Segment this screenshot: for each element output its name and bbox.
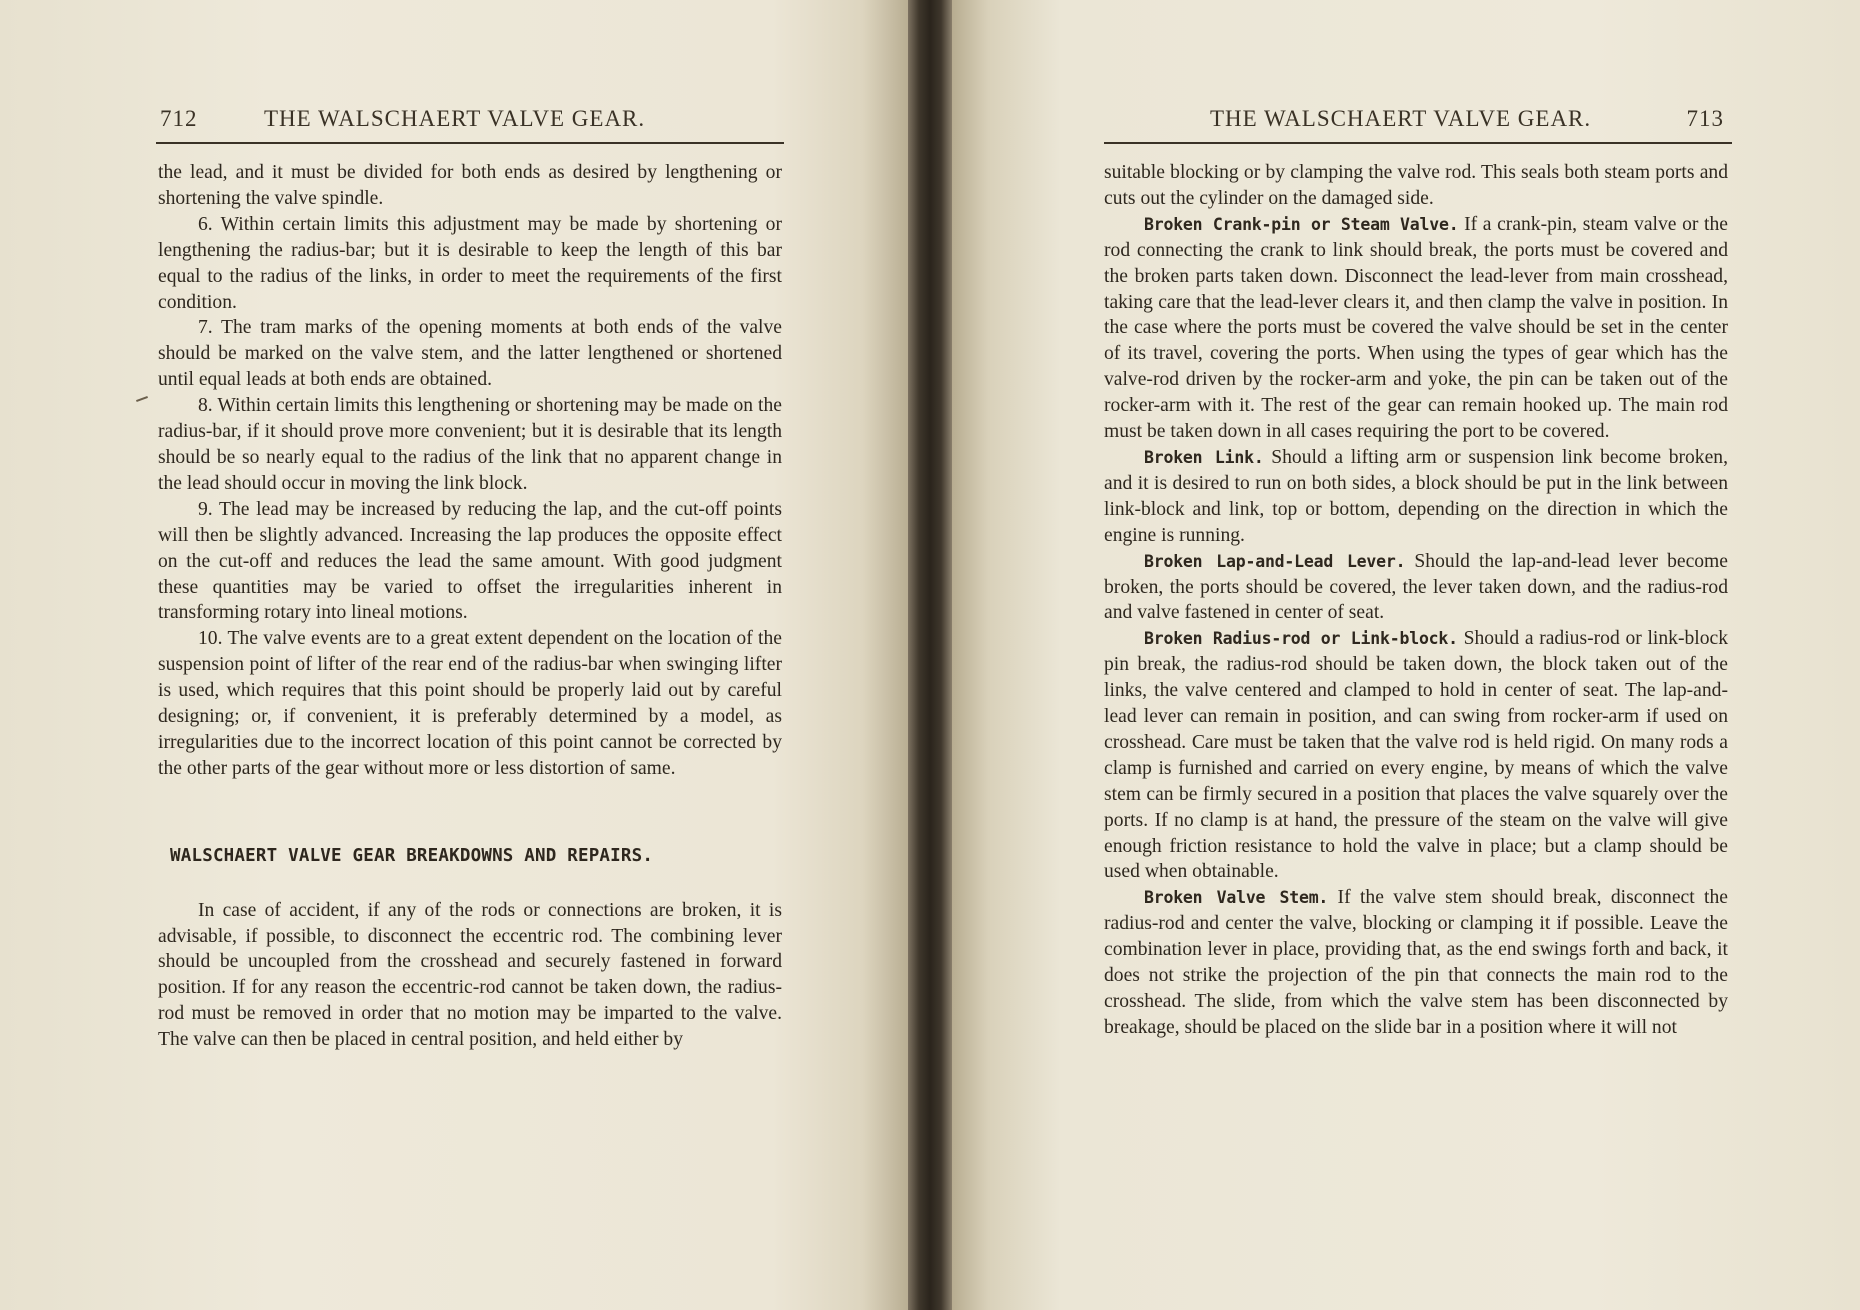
right-running-title: THE WALSCHAERT VALVE GEAR.	[1210, 106, 1592, 131]
margin-mark	[136, 396, 148, 402]
paragraph: suitable blocking or by clamping the valve rod. This seals both steam ports and cuts out the cylinder on the damaged side.	[1104, 162, 1728, 209]
left-page-header	[160, 100, 780, 140]
entry-paragraph	[1104, 626, 1728, 885]
run-in-heading: Broken Lap-and-Lead Lever.	[1144, 551, 1406, 571]
left-page-body	[158, 160, 782, 1053]
entry-text: Should the lap-and-lead lever become broken, the ports should be covered, the lever taken down, and the radius-rod and valve fastened in center of seat.	[1104, 550, 1728, 624]
paragraph: 10. The valve events are to a great extent dependent on the location of the suspension point of lifter of the rear end of the radius-bar when swinging lifter is used, which requires that this point should be properly laid out by careful designing; or, if convenient, it is preferably determined by a model, as irregularities due to the incorrect location of this point cannot be corrected by the other parts of the gear without more or less distortion of same.	[158, 628, 782, 779]
run-in-heading: Broken Radius-rod or Link-block.	[1144, 629, 1458, 649]
run-in-heading: Broken Link.	[1144, 447, 1264, 467]
section-heading: WALSCHAERT VALVE GEAR BREAKDOWNS AND REPAIRS.	[170, 845, 654, 866]
run-in-heading: Broken Crank-pin or Steam Valve.	[1144, 214, 1459, 234]
book-gutter	[908, 0, 952, 1310]
right-header-rule	[1104, 142, 1732, 144]
paragraph: 6. Within certain limits this adjustment may be made by shortening or lengthening the radius-bar; but it is desirable to keep the length of this bar equal to the radius of the links, in order to meet the requirements of the first condition.	[158, 213, 782, 313]
left-running-title: THE WALSCHAERT VALVE GEAR.	[264, 106, 646, 131]
entry-paragraph	[1104, 212, 1728, 445]
entry-text: Should a radius-rod or link-block pin break, the radius-rod should be taken down, the block taken out of the links, the valve centered and clamped to hold in center of seat. The lap-and-lead lever can remain in position, and can swing from rocker-arm if used on crosshead. Care must be taken that the valve rod is held rigid. On many rods a clamp is furnished and carried on every engine, by means of which the valve stem can be firmly secured in a position that places the valve squarely over the ports. If no clamp is at hand, the pressure of the steam on the valve will give enough friction resistance to hold the valve in place; but a clamp should be used when obtainable.	[1104, 628, 1728, 883]
run-in-heading: Broken Valve Stem.	[1144, 888, 1329, 908]
entry-paragraph	[1104, 885, 1728, 1040]
paragraph: 9. The lead may be increased by reducing the lap, and the cut-off points will then be slightly advanced. Increasing the lap produces the opposite effect on the cut-off and reduces the lead the same amount. With good judgment these quantities may be varied to offset the irregularities inherent in transforming rotary into lineal motions.	[158, 498, 782, 624]
paragraph: 8. Within certain limits this lengthening or shortening may be made on the radius-bar, if it should prove more convenient; but it is desirable that its length should be so nearly equal to the radius of the link that no apparent change in the lead should occur in moving the link block.	[158, 395, 782, 494]
right-page-header	[1104, 100, 1724, 140]
entry-paragraph	[1104, 549, 1728, 627]
paragraph: the lead, and it must be divided for both ends as desired by lengthening or shortening the valve spindle.	[158, 162, 782, 209]
paragraph: In case of accident, if any of the rods or connections are broken, it is advisable, if possible, to disconnect the eccentric rod. The combining lever should be uncoupled from the crosshead and securely fastened in forward position. If for any reason the eccentric-rod cannot be taken down, the radius-rod must be removed in order that no motion may be imparted to the valve. The valve can then be placed in central position, and held either by	[158, 899, 782, 1051]
left-header-rule	[156, 142, 784, 144]
left-page	[0, 0, 908, 1310]
entry-text: If the valve stem should break, disconnect the radius-rod and center the valve, blocking or clamping it if possible. Leave the combination lever in place, providing that, as the end swings forth and back, it does not strike the projection of the pin that connects the main rod to the crosshead. The slide, from which the valve stem has been disconnected by breakage, should be placed on the slide bar in a position where it will not	[1104, 887, 1728, 1038]
paragraph: 7. The tram marks of the opening moments at both ends of the valve should be marked on the valve stem, and the latter lengthened or shortened until equal leads at both ends are obtained.	[158, 317, 782, 391]
right-page-body	[1104, 160, 1728, 1041]
entry-text: If a crank-pin, steam valve or the rod connecting the crank to link should break, the ports must be covered and the broken parts taken down. Disconnect the lead-lever from main crosshead, taking care that the lead-lever clears it, and then clamp the valve in position. In the case where the ports must be covered the valve should be set in the center of its travel, covering the ports. When using the types of gear which has the valve-rod driven by the rocker-arm and yoke, the pin can be taken out of the rocker-arm with it. The rest of the gear can remain hooked up. The main rod must be taken down in all cases requiring the port to be covered.	[1104, 213, 1728, 443]
entry-text: Should a lifting arm or suspension link become broken, and it is desired to run on both sides, a block should be put in the link between link-block and link, top or bottom, depending on the direction in which the engine is running.	[1104, 446, 1728, 546]
right-page-number: 713	[1686, 106, 1724, 131]
left-page-number: 712	[160, 106, 198, 131]
entry-paragraph	[1104, 445, 1728, 549]
right-page	[952, 0, 1860, 1310]
